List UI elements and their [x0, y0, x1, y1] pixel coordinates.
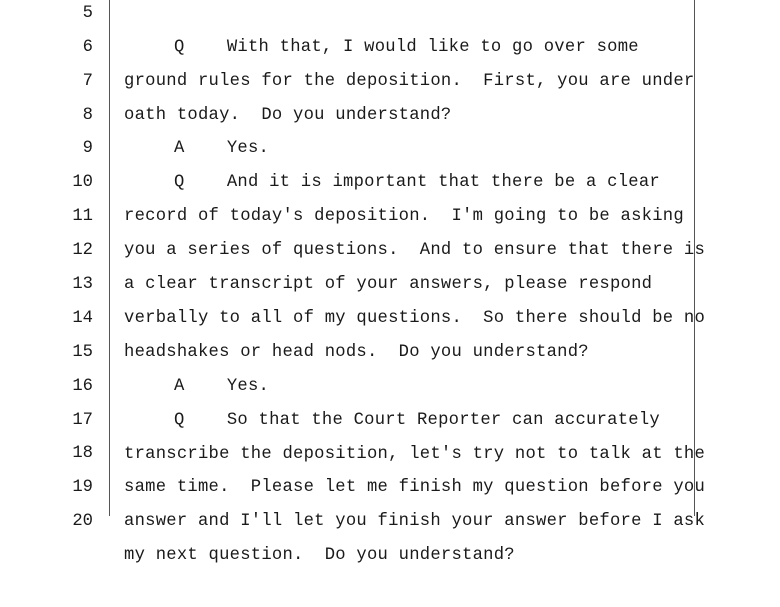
line-number: 20	[72, 512, 93, 532]
line-text: oath today. Do you understand?	[124, 105, 452, 125]
line-number: 7	[82, 71, 93, 91]
line-text: transcribe the deposition, let's try not to talk at the	[124, 444, 706, 464]
line-text: verbally to all of my questions. So there should be no	[124, 308, 706, 328]
line-text: same time. Please let me finish my question before you	[124, 478, 706, 498]
line-number: 11	[72, 207, 93, 227]
line-number: 8	[82, 105, 93, 125]
line-number: 14	[72, 308, 93, 328]
line-text: headshakes or head nods. Do you understand?	[124, 342, 589, 362]
line-number: 18	[72, 444, 93, 464]
line-number: 16	[72, 376, 93, 396]
line-text: ground rules for the deposition. First, you are under	[124, 71, 695, 91]
line-text: Q And it is important that there be a clear	[174, 173, 660, 193]
line-number: 19	[72, 478, 93, 498]
line-number: 5	[82, 3, 93, 23]
line-number: 13	[72, 275, 93, 295]
line-text: record of today's deposition. I'm going to be asking	[124, 207, 684, 227]
line-text: Q With that, I would like to go over some	[174, 37, 639, 57]
line-text: A Yes.	[174, 139, 270, 159]
line-number: 9	[82, 139, 93, 159]
line-text: my next question. Do you understand?	[124, 546, 515, 566]
line-number: 15	[72, 342, 93, 362]
line-text: you a series of questions. And to ensure that there is	[124, 241, 706, 261]
line-text: A Yes.	[174, 376, 270, 396]
line-number: 6	[82, 37, 93, 57]
line-number: 12	[72, 241, 93, 261]
line-number: 10	[72, 173, 93, 193]
line-text: answer and I'll let you finish your answer before I ask	[124, 512, 706, 532]
line-number: 17	[72, 410, 93, 430]
line-text: a clear transcript of your answers, please respond	[124, 275, 653, 295]
line-text: Q So that the Court Reporter can accurately	[174, 410, 660, 430]
